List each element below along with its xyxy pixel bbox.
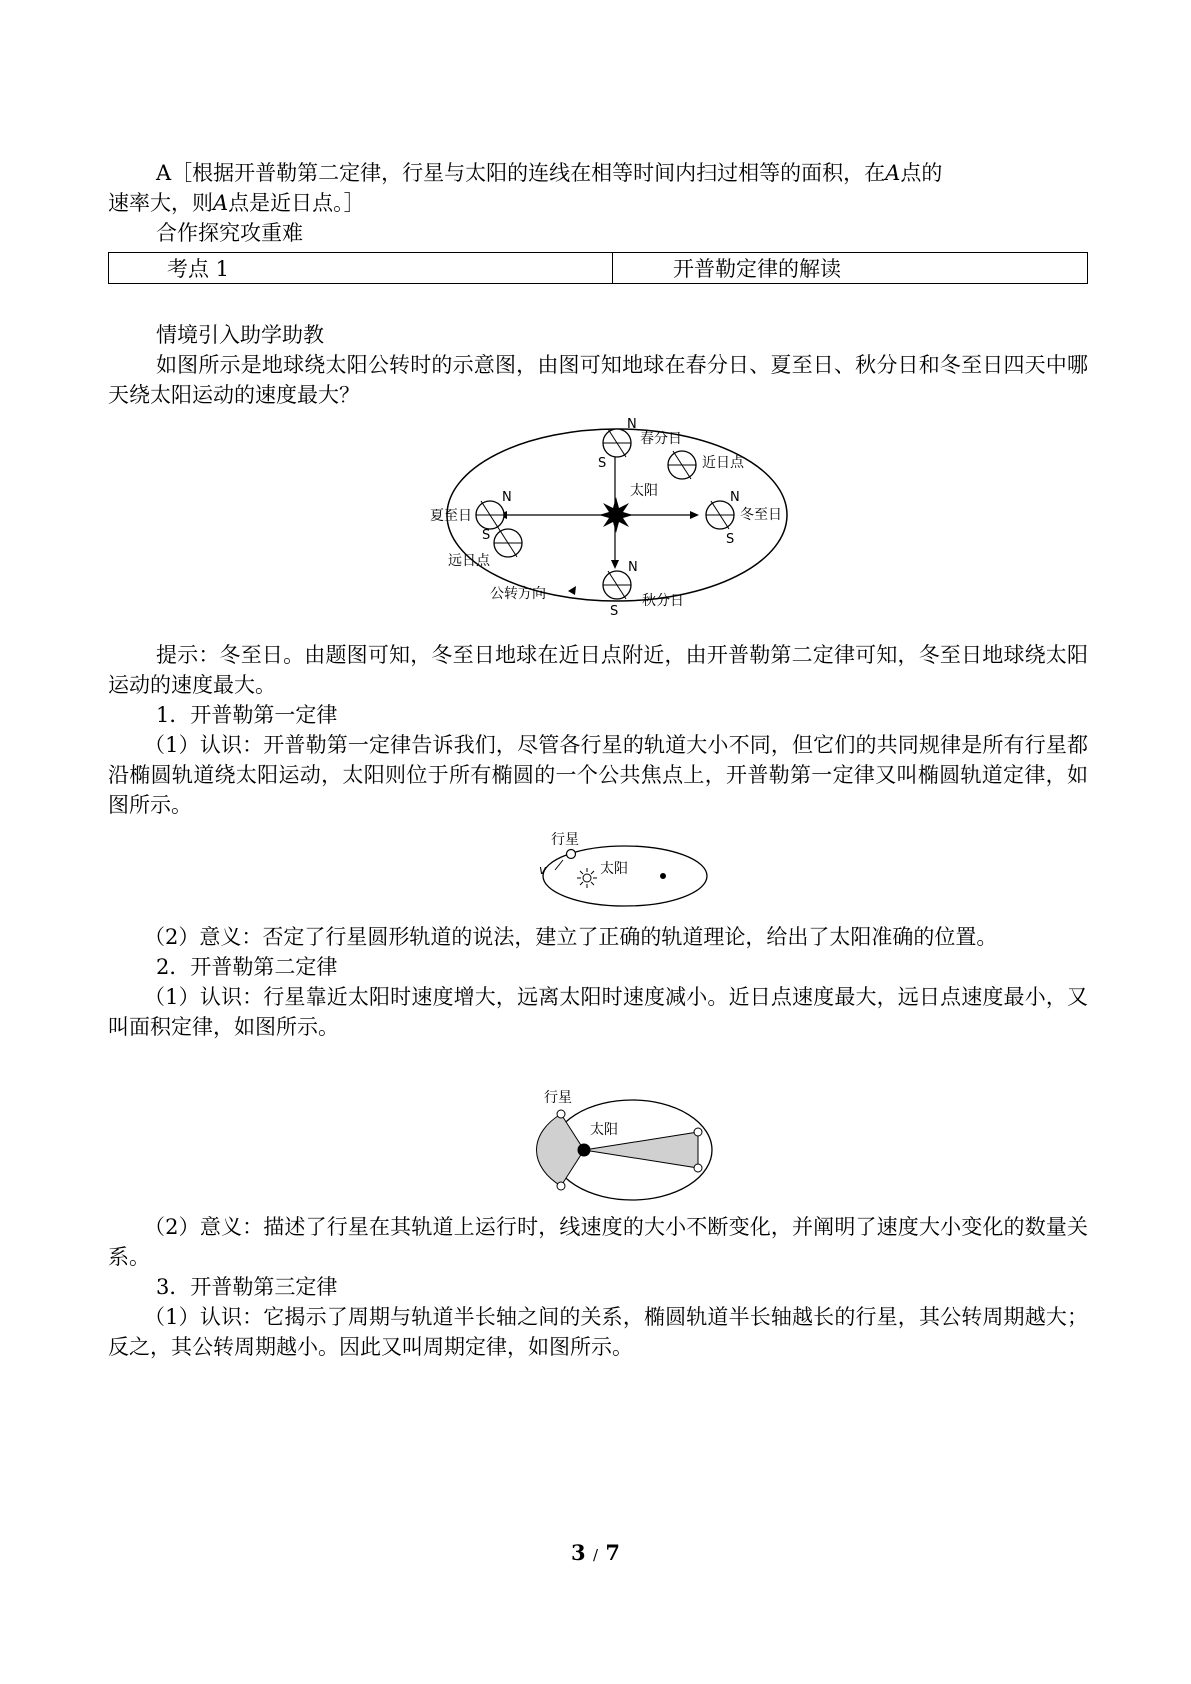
winter-solstice-label: 冬至日 [740,507,782,523]
swept-area-near [537,1114,584,1186]
topic-table [108,252,1088,284]
perihelion-label: 近日点 [702,455,744,471]
sun-label: 太阳 [600,861,628,877]
north-label: N [628,560,638,575]
section-heading: 合作探究攻重难 [156,221,303,245]
autumn-equinox-label: 秋分日 [642,593,684,609]
page-number: 3 / 7 [571,1540,620,1565]
law2-area-diagram [530,1088,715,1203]
south-label: S [610,604,619,619]
answer-text-4: 点是近日点。］ [228,191,365,215]
law2-title: 2．开普勒第二定律 [156,955,338,979]
sun-label: 太阳 [590,1122,618,1138]
answer-text-2: 点的 [900,161,943,185]
hint-paragraph: 提示：冬至日。由题图可知，冬至日地球在近日点附近，由开普勒第二定律可知，冬至日地球绕太阳运动的速度最大。 [108,643,1088,697]
north-label: N [730,490,740,505]
south-label: S [726,532,735,547]
planet-label: 行星 [544,1090,572,1106]
topic-number-cell: 考点 1 [109,253,613,284]
velocity-arrow [555,860,563,870]
situation-heading: 情境引入助学助教 [156,323,324,347]
revolution-direction-label: 公转方向 [490,586,546,602]
sun-label: 太阳 [630,483,658,499]
direction-arrow-icon [568,586,576,595]
law2-law3-block [108,1212,1088,1362]
law2-significance: （2）意义：描述了行星在其轨道上运行时，线速度的大小不断变化，并阐明了速度大小变化的数量关系。 [108,1215,1088,1269]
situation-block [108,320,1088,410]
law3-title: 3．开普勒第三定律 [156,1275,338,1299]
velocity-label: v [539,863,547,877]
sun-icon [578,1144,591,1157]
point-a-label: A [885,161,901,185]
law1-significance: （2）意义：否定了行星圆形轨道的说法，建立了正确的轨道理论，给出了太阳准确的位置。 [144,925,998,949]
sun-icon [577,868,597,888]
earth-orbit-diagram [430,415,805,625]
law1-law2-block [108,922,1088,1042]
hint-block [108,640,1088,820]
focus-point [660,873,666,879]
law1-ellipse-diagram [525,828,715,913]
law2-recognition: （1）认识：行星靠近太阳时速度增大，远离太阳时速度减小。近日点速度最大，远日点速度最小，又叫面积定律，如图所示。 [108,985,1088,1039]
law1-recognition: （1）认识：开普勒第一定律告诉我们，尽管各行星的轨道大小不同，但它们的共同规律是所有行星都沿椭圆轨道绕太阳运动，太阳则位于所有椭圆的一个公共焦点上，开普勒第一定律又叫椭圆轨道定律，如图所示。 [108,733,1088,817]
topic-title-cell: 开普勒定律的解读 [613,253,1088,284]
south-label: S [598,456,607,471]
sun-icon [599,497,633,533]
law1-title: 1．开普勒第一定律 [156,703,338,727]
question-paragraph: 如图所示是地球绕太阳公转时的示意图，由图可知地球在春分日、夏至日、秋分日和冬至日四天中哪天绕太阳运动的速度最大？ [108,353,1088,407]
table-row [109,253,1088,284]
south-label: S [482,528,491,543]
spring-equinox-label: 春分日 [640,431,682,447]
law3-recognition: （1）认识：它揭示了周期与轨道半长轴之间的关系，椭圆轨道半长轴越长的行星，其公转周期越大；反之，其公转周期越小。因此又叫周期定律，如图所示。 [108,1305,1088,1359]
summer-solstice-label: 夏至日 [430,508,472,524]
answer-text-1: A［根据开普勒第二定律，行星与太阳的连线在相等时间内扫过相等的面积，在 [156,161,886,185]
north-label: N [502,490,512,505]
planet-icon [567,850,576,859]
answer-text-3: 速率大，则 [108,191,213,215]
answer-paragraph [108,158,1088,248]
point-a-label-2: A [213,191,229,215]
north-label: N [627,417,637,432]
planet-label: 行星 [551,832,579,848]
aphelion-label: 远日点 [448,553,490,569]
